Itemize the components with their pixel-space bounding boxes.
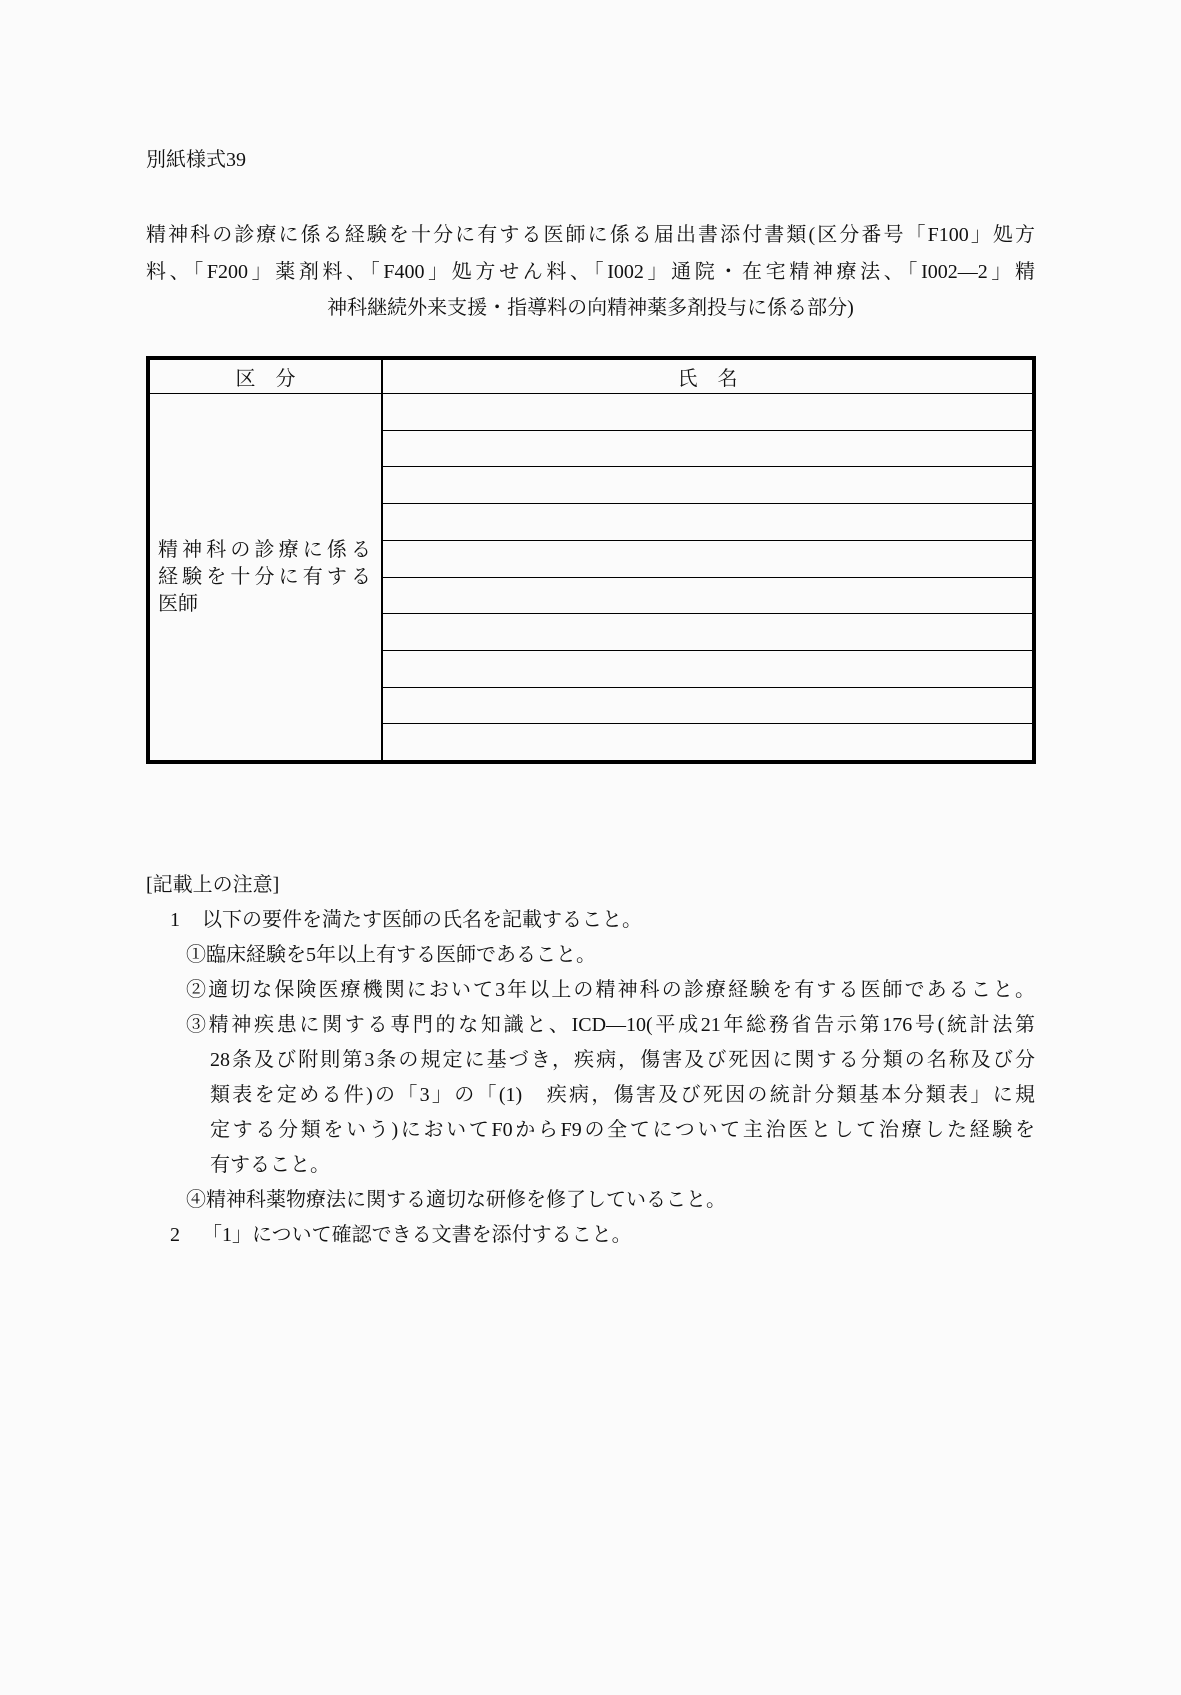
category-cell bbox=[150, 394, 383, 760]
form-number: 別紙様式39 bbox=[146, 149, 246, 171]
note-sub-3-line-2: 28条及び附則第3条の規定に基づき，疾病，傷害及び死因に関する分類の名称及び分 bbox=[210, 1049, 1035, 1071]
name-row bbox=[383, 724, 1032, 760]
category-line-2: 経験を十分に有する bbox=[158, 565, 371, 588]
category-label bbox=[158, 537, 371, 618]
note-sub-1: ①臨床経験を5年以上有する医師であること。 bbox=[186, 944, 596, 966]
name-row bbox=[383, 504, 1032, 541]
name-row bbox=[383, 688, 1032, 725]
name-row bbox=[383, 394, 1032, 431]
name-rows bbox=[383, 394, 1032, 760]
note-item-1-text: 以下の要件を満たす医師の氏名を記載すること。 bbox=[202, 909, 642, 931]
note-sub-3-line-1: ③精神疾患に関する専門的な知識と、ICD―10(平成21年総務省告示第176号(統計法第 bbox=[186, 1014, 1035, 1036]
intro-line-3: 神科継続外来支援・指導料の向精神薬多剤投与に係る部分) bbox=[327, 297, 854, 319]
name-row bbox=[383, 541, 1032, 578]
name-row bbox=[383, 614, 1032, 651]
note-item-2-number: 2 bbox=[170, 1224, 180, 1246]
category-line-3: 医師 bbox=[158, 592, 198, 615]
note-sub-2: ②適切な保険医療機関において3年以上の精神科の診療経験を有する医師であること。 bbox=[186, 979, 1035, 1001]
intro-line-1: 精神科の診療に係る経験を十分に有する医師に係る届出書添付書類(区分番号「F100」処方 bbox=[146, 224, 1035, 246]
column-header-category: 区 分 bbox=[150, 360, 383, 394]
note-item-2 bbox=[146, 1218, 1035, 1253]
note-sub-4: ④精神科薬物療法に関する適切な研修を修了していること。 bbox=[186, 1189, 726, 1211]
name-row bbox=[383, 578, 1032, 615]
intro-paragraph bbox=[146, 217, 1035, 327]
intro-line-2: 料、「F200」薬剤料、「F400」処方せん料、「I002」通院・在宅精神療法、「I002―2」精 bbox=[146, 260, 1035, 283]
notes-section bbox=[146, 868, 1035, 1253]
column-header-name: 氏 名 bbox=[383, 360, 1032, 394]
note-sub-3-line-4: 定する分類をいう)においてF0からF9の全てについて主治医として治療した経験を bbox=[210, 1119, 1035, 1141]
note-item-2-text: 「1」について確認できる文書を添付すること。 bbox=[202, 1224, 632, 1246]
note-sub-3-line-3: 類表を定める件)の「3」の「(1) 疾病，傷害及び死因の統計分類基本分類表」に規 bbox=[210, 1084, 1035, 1106]
notes-heading: [記載上の注意] bbox=[146, 874, 280, 896]
name-row bbox=[383, 651, 1032, 688]
name-row bbox=[383, 431, 1032, 468]
note-sub-3-line-5: 有すること。 bbox=[210, 1154, 330, 1176]
note-item-1 bbox=[146, 903, 1035, 938]
note-item-1-number: 1 bbox=[170, 909, 180, 931]
name-row bbox=[383, 467, 1032, 504]
category-line-1: 精神科の診療に係る bbox=[158, 538, 371, 561]
doctor-name-table bbox=[146, 356, 1036, 764]
